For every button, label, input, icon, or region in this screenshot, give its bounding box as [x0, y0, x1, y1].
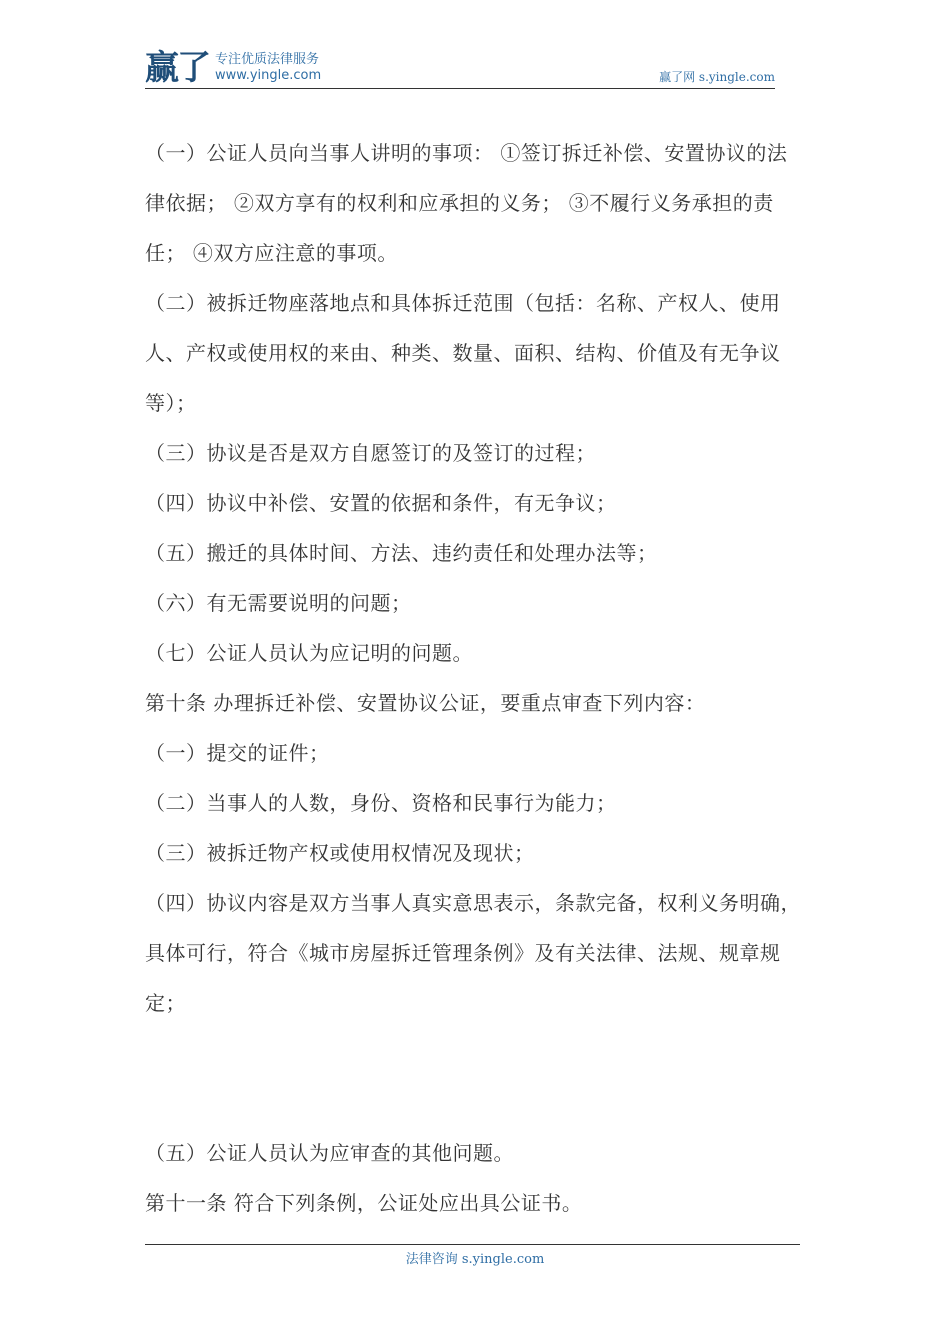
logo-mark: 赢了: [145, 48, 209, 88]
paragraph-group-top: [145, 128, 805, 1028]
paragraph: （六）有无需要说明的问题；: [145, 591, 412, 615]
paragraph: （四）协议内容是双方当事人真实意思表示，条款完备，权利义务明确，具体可行，符合《城市房屋拆迁管理条例》及有关法律、法规、规章规定；: [145, 891, 801, 1015]
paragraph: （二）被拆迁物座落地点和具体拆迁范围（包括：名称、产权人、使用人、产权或使用权的来由、种类、数量、面积、结构、价值及有无争议等）；: [145, 291, 781, 415]
paragraph: （七）公证人员认为应记明的问题。: [145, 641, 473, 665]
paragraph: （一）提交的证件；: [145, 741, 330, 765]
page-gap: [145, 1028, 805, 1128]
paragraph: 第十条 办理拆迁补偿、安置协议公证，要重点审查下列内容：: [145, 691, 706, 715]
paragraph: （五）公证人员认为应审查的其他问题。: [145, 1141, 514, 1165]
footer-divider: [145, 1244, 800, 1245]
paragraph: （五）搬迁的具体时间、方法、违约责任和处理办法等；: [145, 541, 658, 565]
yingle-logo[interactable]: [145, 48, 321, 88]
logo-url: www.yingle.com: [215, 68, 322, 83]
paragraph: （三）协议是否是双方自愿签订的及签订的过程；: [145, 441, 596, 465]
paragraph: （三）被拆迁物产权或使用权情况及现状；: [145, 841, 535, 865]
paragraph-group-bottom: [145, 1128, 805, 1228]
paragraph: （四）协议中补偿、安置的依据和条件，有无争议；: [145, 491, 617, 515]
footer-link[interactable]: 法律咨询 s.yingle.com: [405, 1252, 545, 1267]
paragraph: （一）公证人员向当事人讲明的事项： ①签订拆迁补偿、安置协议的法律依据； ②双方享有的权利和应承担的义务； ③不履行义务承担的责任； ④双方应注意的事项。: [145, 141, 788, 265]
header-site-link[interactable]: 赢了网 s.yingle.com: [659, 70, 775, 84]
document-body: [145, 128, 805, 1228]
logo-slogan: 专注优质法律服务: [215, 52, 320, 67]
paragraph: （二）当事人的人数，身份、资格和民事行为能力；: [145, 791, 617, 815]
page-header: [145, 48, 775, 89]
logo-text: [215, 48, 321, 84]
paragraph: 第十一条 符合下列条例，公证处应出具公证书。: [145, 1191, 583, 1215]
